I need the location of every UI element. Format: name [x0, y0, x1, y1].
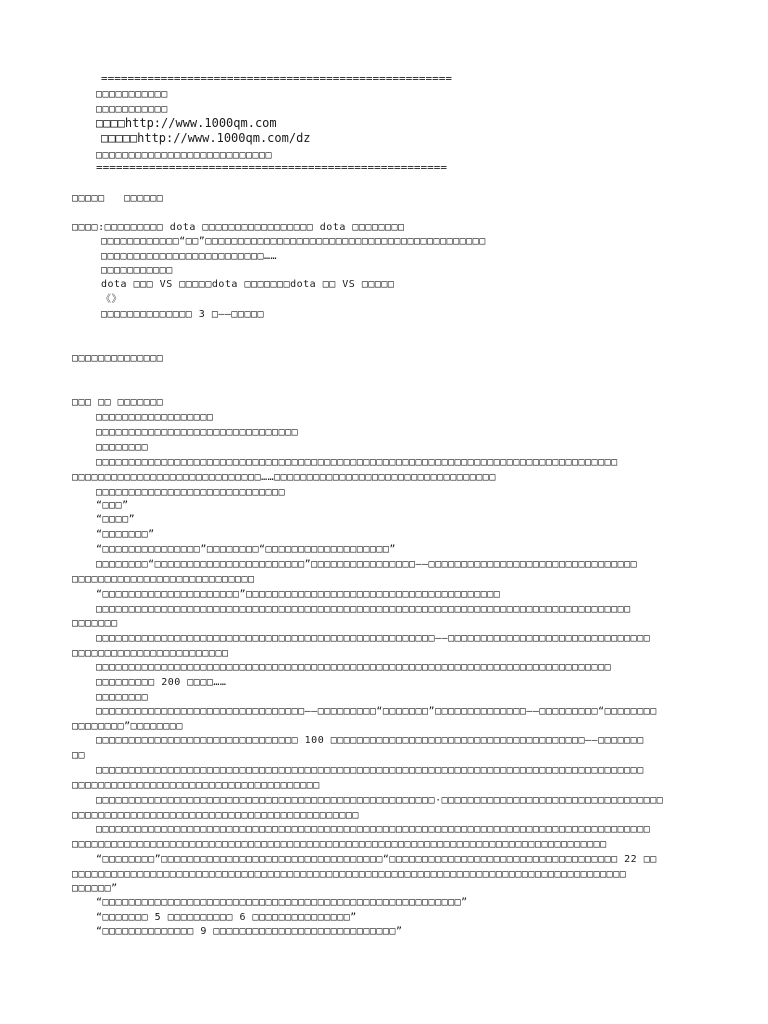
intro-line-6: 《》: [101, 294, 122, 305]
paragraph-line: □□□□□□□□□□□□□□□□□□□□□□□□□□□□□□□□□□□□□□□□□□□□□□□□□□□□□□□□□□□□□□□□□□□□□□□□□□□□□□□: [96, 662, 612, 673]
paragraph-line: □□□□□□□□□□□□□□□□□□□□□□□□□□□□□□□□□□□□□□□□□□□□□□□□□□□□——□□□□□□□□□□□□□□□□□□□□□□□□□□□□□□□: [96, 633, 651, 644]
paragraph-line: □□□□□□□□“□□□□□□□□□□□□□□□□□□□□□□□”□□□□□□□□□□□□□□□□——□□□□□□□□□□□□□□□□□□□□□□□□□□□□□□□□: [96, 559, 638, 570]
intro-line-3: □□□□□□□□□□□□□□□□□□□□□□□□□……: [101, 251, 278, 262]
paragraph-line: □□□□□□□□□□□□□□□□□□□□□□□□: [72, 648, 229, 659]
paragraph-line: □□□□□□□□□□□□□□□□□□□□□□□□□□□□□: [96, 487, 286, 498]
paragraph-line: □□□□□□□□”□□□□□□□□: [72, 721, 183, 732]
paragraph-line: □□□□□□□□: [96, 442, 149, 453]
paragraph-line: □□□□□□□□□□□□□□□□□□□□□□□□□□□□: [72, 574, 255, 585]
paragraph-line: “□□□□”: [96, 514, 136, 525]
paragraph-line: □□□□□□□□□□□□□□□□□□□□□□□□□□□□□□□□□□□□□□□□□□□□□□□□□□□□□□□□□□□□□□□□□□□□□□□□□□□□□□□□□□: [96, 604, 631, 615]
paragraph-line: □□: [72, 750, 86, 761]
document-title: □□□□□ □□□□□□: [72, 193, 164, 204]
site-url-link[interactable]: □□□□http://www.1000qm.com: [96, 116, 277, 130]
intro-line-1: □□□□:□□□□□□□□□ dota □□□□□□□□□□□□□□□□□ dota □□□□□□□□: [72, 222, 405, 233]
paragraph-line: “□□□□□□□□□□□□□□□□□□□□□□□□□□□□□□□□□□□□□□□□□□□□□□□□□□□□□□□”: [96, 897, 468, 908]
paragraph-line: □□□□□□□□□□□□□□□□□□□□□□□□□□□□□□□□□□□□□□□□□□□□□□□□□□□□□□□□□□□□□□□□□□□□□□□□□□□□□□□□□□: [72, 839, 607, 850]
paragraph-line: □□□□□□□: [72, 618, 118, 629]
paragraph-line: □□□□□□□□□□□□□□□□□□□□□□□□□□□□□□□□□□□□□□: [72, 780, 320, 791]
paragraph-line: □□□□□□□□□□□□□□□□□□□□□□□□□□□□□□□ 100 □□□□□□□□□□□□□□□□□□□□□□□□□□□□□□□□□□□□□□□——□□□□□□□: [96, 735, 644, 746]
header-line-1: □□□□□□□□□□□: [96, 89, 168, 100]
paragraph-line: “□□□□□□□□”□□□□□□□□□□□□□□□□□□□□□□□□□□□□□□□□□□“□□□□□□□□□□□□□□□□□□□□□□□□□□□□□□□□□□□ 22 □□: [96, 854, 657, 865]
header-line-5: □□□□□□□□□□□□□□□□□□□□□□□□□□□: [96, 150, 273, 161]
intro-line-7: □□□□□□□□□□□□□□ 3 □——□□□□□: [101, 309, 265, 320]
section-title: □□□□□□□□□□□□□□: [72, 353, 164, 364]
intro-line-2: □□□□□□□□□□□□“□□”□□□□□□□□□□□□□□□□□□□□□□□□□□□□□□□□□□□□□□□□□□□: [101, 236, 486, 247]
chapter-heading: □□□ □□ □□□□□□□: [72, 397, 164, 408]
paragraph-line: “□□□□□□□”: [96, 529, 155, 540]
paragraph-line: □□□□□□□□□□□□□□□□□□: [96, 412, 214, 423]
paragraph-line: “□□□□□□□□□□□□□□ 9 □□□□□□□□□□□□□□□□□□□□□□□□□□□□”: [96, 926, 403, 937]
paragraph-line: □□□□□□□□□□□□□□□□□□□□□□□□□□□□□□□: [96, 427, 299, 438]
paragraph-line: □□□□□□□□□ 200 □□□□……: [96, 677, 227, 688]
paragraph-line: “□□□”: [96, 500, 129, 511]
paragraph-line: □□□□□□□□: [96, 692, 149, 703]
header-line-2: □□□□□□□□□□□: [96, 104, 168, 115]
intro-line-4: □□□□□□□□□□□: [101, 265, 173, 276]
paragraph-line: □□□□□□□□□□□□□□□□□□□□□□□□□□□□□□□□——□□□□□□□□□“□□□□□□□”□□□□□□□□□□□□□□——□□□□□□□□□“□□□□□□□□: [96, 706, 657, 717]
intro-line-5: dota □□□ VS □□□□□dota □□□□□□□dota □□ VS □□□□□: [101, 279, 395, 290]
header-rule-top: =====================================================: [101, 72, 452, 85]
paragraph-line: □□□□□□□□□□□□□□□□□□□□□□□□□□□□□□□□□□□□□□□□□□□□□□□□□□□□□□□□□□□□□□□□□□□□□□□□□□□□□□□□□□□□: [96, 765, 644, 776]
paragraph-line: □□□□□□□□□□□□□□□□□□□□□□□□□□□□□……□□□□□□□□□□□□□□□□□□□□□□□□□□□□□□□□□□: [72, 472, 496, 483]
paragraph-line: “□□□□□□□□□□□□□□□□□□□□□”□□□□□□□□□□□□□□□□□□□□□□□□□□□□□□□□□□□□□□□: [96, 589, 501, 600]
paragraph-line: “□□□□□□□ 5 □□□□□□□□□□ 6 □□□□□□□□□□□□□□□”: [96, 912, 357, 923]
paragraph-line: □□□□□□□□□□□□□□□□□□□□□□□□□□□□□□□□□□□□□□□□□□□□□□□□□□□□□□□□□□□□□□□□□□□□□□□□□□□□□□□□□□□□□: [96, 824, 651, 835]
paragraph-line: □□□□□□□□□□□□□□□□□□□□□□□□□□□□□□□□□□□□□□□□□□□□□□□□□□□□□□□□□□□□□□□□□□□□□□□□□□□□□□□□□□□□□: [72, 869, 627, 880]
paragraph-line: □□□□□□”: [72, 883, 118, 894]
header-rule-bottom: =====================================================: [96, 161, 447, 174]
forum-url-link[interactable]: □□□□□http://www.1000qm.com/dz: [101, 131, 311, 145]
paragraph-line: □□□□□□□□□□□□□□□□□□□□□□□□□□□□□□□□□□□□□□□□□□□□□□□□□□□□·□□□□□□□□□□□□□□□□□□□□□□□□□□□□□□□□□□: [96, 795, 664, 806]
paragraph-line: “□□□□□□□□□□□□□□□”□□□□□□□□“□□□□□□□□□□□□□□□□□□□”: [96, 544, 396, 555]
paragraph-line: □□□□□□□□□□□□□□□□□□□□□□□□□□□□□□□□□□□□□□□□□□□□: [72, 810, 359, 821]
paragraph-line: □□□□□□□□□□□□□□□□□□□□□□□□□□□□□□□□□□□□□□□□□□□□□□□□□□□□□□□□□□□□□□□□□□□□□□□□□□□□□□□□: [96, 457, 618, 468]
